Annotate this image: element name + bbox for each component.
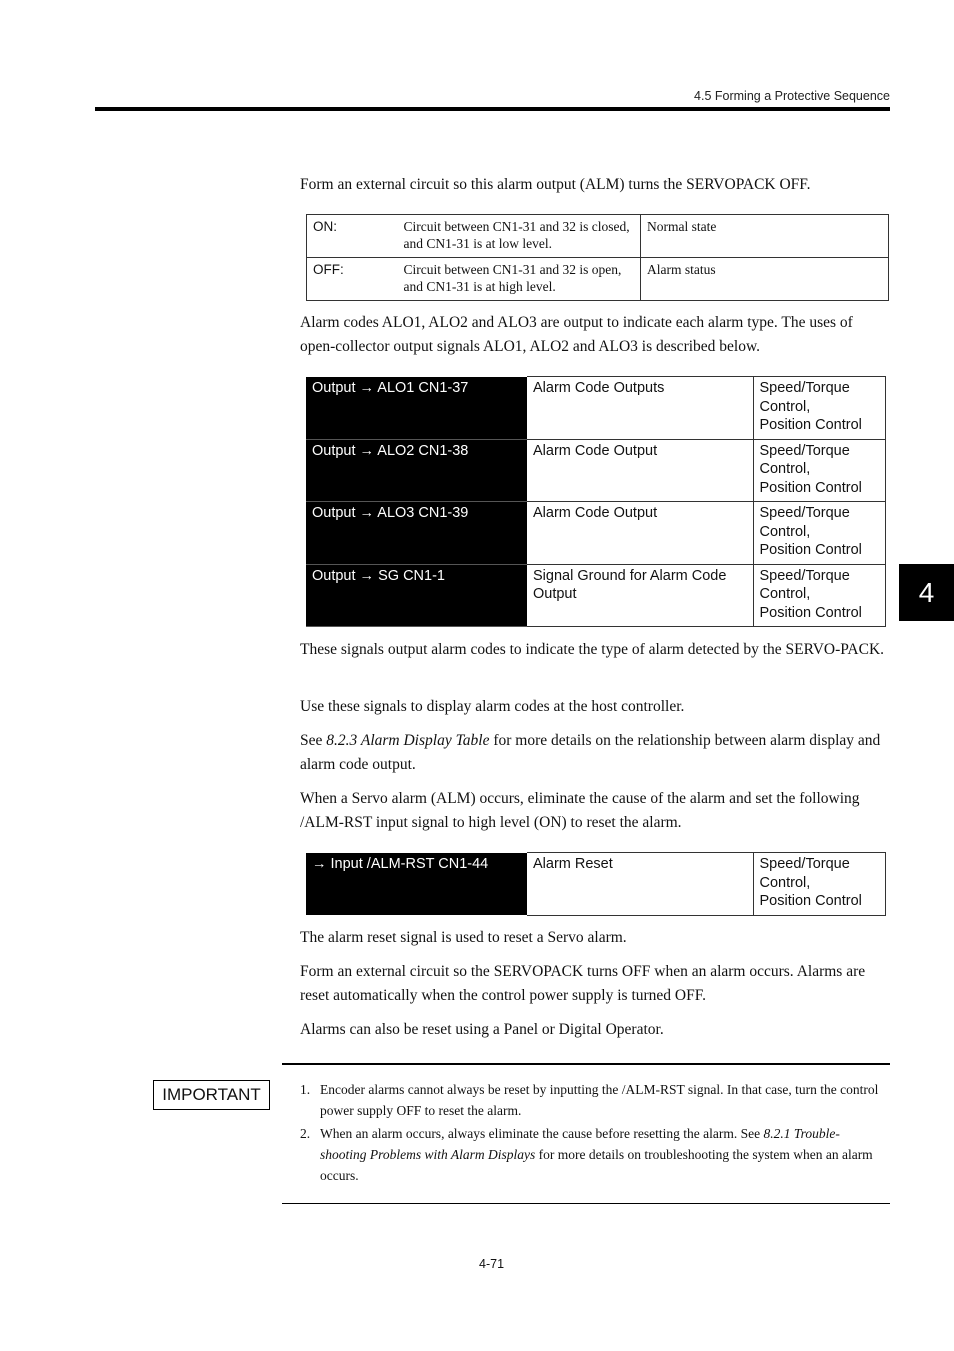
signal-cell: → Input /ALM-RST CN1-44 (306, 853, 527, 916)
important-label: IMPORTANT (153, 1080, 270, 1110)
on-off-table (306, 214, 889, 301)
header-rule (95, 107, 890, 111)
list-item (300, 1123, 885, 1186)
off-label: OFF: (307, 258, 398, 301)
mode-cell: Speed/Torque Control, Position Control (753, 377, 886, 440)
mode-cell: Speed/Torque Control, Position Control (753, 853, 886, 916)
description-cell: Signal Ground for Alarm Code Output (527, 564, 753, 627)
see-suffix: for more details on the relationship between alarm display and alarm code output. (300, 732, 881, 773)
off-state: Alarm status (641, 258, 889, 301)
table-row (306, 377, 886, 440)
see-reference-paragraph (300, 729, 890, 777)
table-row (306, 564, 886, 627)
reset-signal-paragraph: The alarm reset signal is used to reset a Servo alarm. (300, 929, 627, 946)
signal-cell: Output → ALO2 CN1-38 (306, 439, 527, 502)
reset-signal-table (306, 852, 886, 916)
off-condition: Circuit between CN1-31 and 32 is open, and CN1-31 is at high level. (398, 258, 641, 301)
item-number: 2. (300, 1126, 311, 1141)
see-prefix: See (300, 732, 327, 749)
mode-cell: Speed/Torque Control, Position Control (753, 564, 886, 627)
on-state: Normal state (641, 215, 889, 258)
servo-alarm-paragraph: When a Servo alarm (ALM) occurs, eliminate the cause of the alarm and set the following /ALM-RST input signal to high level (ON) to reset the alarm. (300, 790, 860, 831)
item-text: Encoder alarms cannot always be reset by inputting the /ALM-RST signal. In that case, turn the control power supply OFF to reset the alarm. (320, 1082, 879, 1118)
signal-cell: Output → ALO3 CN1-39 (306, 502, 527, 565)
item-number: 1. (300, 1082, 311, 1097)
important-list (300, 1079, 885, 1188)
description-cell: Alarm Reset (527, 853, 753, 916)
description-cell: Alarm Code Outputs (527, 377, 753, 440)
mode-cell: Speed/Torque Control, Position Control (753, 502, 886, 565)
description-cell: Alarm Code Output (527, 439, 753, 502)
signal-cell: Output → SG CN1-1 (306, 564, 527, 627)
table-row (306, 439, 886, 502)
intro-paragraph: Form an external circuit so this alarm output (ALM) turns the SERVOPACK OFF. (300, 176, 811, 193)
on-label: ON: (307, 215, 398, 258)
alarm-codes-paragraph: Alarm codes ALO1, ALO2 and ALO3 are output to indicate each alarm type. The uses of open-collector output signals ALO1, ALO2 and ALO3 is described below. (300, 314, 853, 355)
item-text (320, 1123, 885, 1186)
on-condition: Circuit between CN1-31 and 32 is closed, and CN1-31 is at low level. (398, 215, 641, 258)
table-row (307, 215, 889, 258)
item-prefix: When an alarm occurs, always eliminate the cause before resetting the alarm. See (320, 1126, 764, 1141)
chapter-tab: 4 (899, 564, 954, 621)
host-display-paragraph: Use these signals to display alarm codes at the host controller. (300, 698, 685, 715)
important-bottom-rule (282, 1203, 890, 1204)
cross-reference: 8.2.1 Trouble-shooting Problems with Alarm Displays (320, 1126, 840, 1162)
external-circuit-paragraph: Form an external circuit so the SERVOPACK turns OFF when an alarm occurs. Alarms are reset automatically when the control power supply is turned OFF. (300, 963, 866, 1004)
alarm-signal-table (306, 376, 886, 627)
panel-reset-paragraph: Alarms can also be reset using a Panel or Digital Operator. (300, 1021, 664, 1038)
header-section-title: 4.5 Forming a Protective Sequence (694, 89, 890, 103)
list-item (300, 1079, 885, 1121)
description-cell: Alarm Code Output (527, 502, 753, 565)
item-suffix: for more details on troubleshooting the system when an alarm occurs. (320, 1147, 873, 1183)
page-number: 4-71 (479, 1257, 505, 1271)
cross-reference: 8.2.3 Alarm Display Table (326, 732, 490, 749)
table-row (306, 502, 886, 565)
signals-output-paragraph: These signals output alarm codes to indicate the type of alarm detected by the SERVO-PACK. (300, 641, 885, 658)
mode-cell: Speed/Torque Control, Position Control (753, 439, 886, 502)
table-row (307, 258, 889, 301)
important-top-rule (282, 1063, 890, 1065)
signal-cell: Output → ALO1 CN1-37 (306, 377, 527, 440)
table-row (306, 853, 886, 916)
